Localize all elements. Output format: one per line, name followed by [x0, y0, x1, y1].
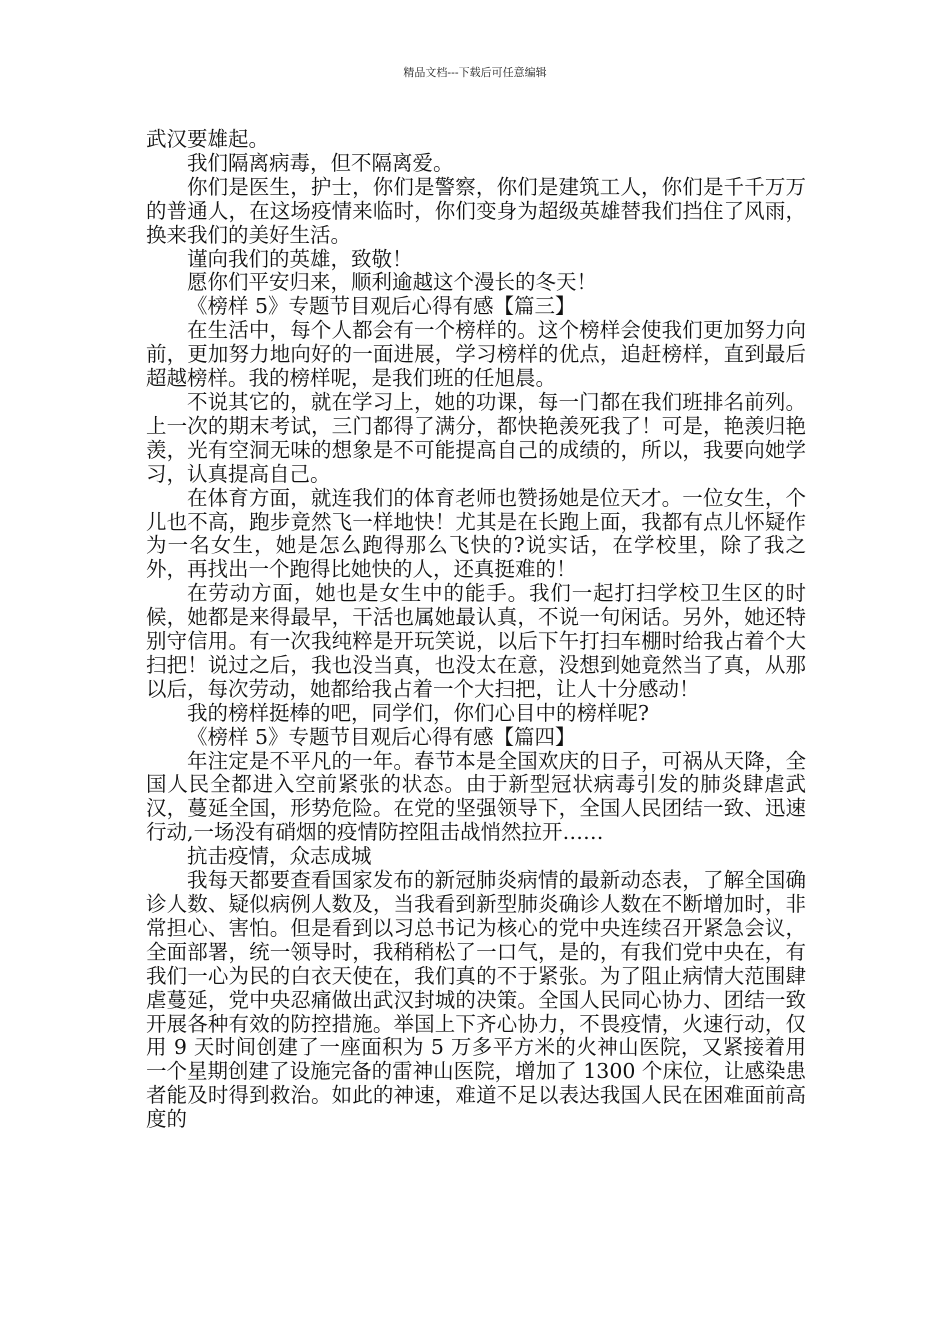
paragraph: 在生活中，每个人都会有一个榜样的。这个榜样会使我们更加努力向前，更加努力地向好的一面进展，学习榜样的优点，追赶榜样，直到最后超越榜样。我的榜样呢，是我们班的任旭晨。 — [146, 318, 806, 391]
paragraph: 谨向我们的英雄，致敬！ — [187, 246, 413, 271]
paragraph: 愿你们平安归来，顺利逾越这个漫长的冬天！ — [187, 270, 597, 295]
paragraph: 我每天都要查看国家发布的新冠肺炎病情的最新动态表，了解全国确诊人数、疑似病例人数及，当我看到新型肺炎确诊人数在不断增加时，非常担心、害怕。但是看到以习总书记为核心的党中央连续召开紧急会议，全面部署，统一领导时，我稍稍松了一口气，是的，有我们党中央在，有我们一心为民的白衣天使在，我们真的不于紧张。为了阻止病情大范围肆虐蔓延，党中央忍痛做出武汉封城的决策。全国人民同心协力、团结一致开展各种有效的防控措施。举国上下齐心协力，不畏疫情，火速行动，仅用 9 天时间创建了一座面积为 5 万多平方米的火神山医院，又紧接着用一个星期创建了设施完备的雷神山医院，增加了 1300 个床位，让感染患者能及时得到救治。如此的神速，难道不足以表达我国人民在困难面前高度的 — [146, 868, 806, 1132]
page-header: 精品文档---下载后可任意编辑 — [403, 66, 547, 79]
paragraph-continuation: 武汉要雄起。 — [146, 127, 269, 151]
paragraph: 我的榜样挺棒的吧，同学们，你们心目中的榜样呢? — [187, 700, 649, 725]
paragraph: 在体育方面，就连我们的体育老师也赞扬她是位天才。一位女生，个儿也不高，跑步竟然飞一样地快！尤其是在长跑上面，我都有点儿怀疑作为一名女生，她是怎么跑得那么飞快的?说实话，在学校里，除了我之外，再找出一个跑得比她快的人，还真挺难的！ — [146, 485, 806, 582]
paragraph: 我们隔离病毒，但不隔离爱。 — [187, 150, 454, 175]
paragraph: 你们是医生，护士，你们是警察，你们是建筑工人，你们是千千万万的普通人，在这场疫情来临时，你们变身为超级英雄替我们挡住了风雨，换来我们的美好生活。 — [146, 174, 806, 247]
section-heading: 《榜样 5》专题节目观后心得有感【篇四】 — [187, 724, 576, 749]
paragraph: 不说其它的，就在学习上，她的功课，每一门都在我们班排名前列。上一次的期末考试，三门都得了满分，都快艳羡死我了！可是，艳羡归艳羡，光有空洞无味的想象是不可能提高自己的成绩的，所以，我要向她学习，认真提高自己。 — [146, 389, 806, 486]
paragraph: 在劳动方面，她也是女生中的能手。我们一起打扫学校卫生区的时候，她都是来得最早，干活也属她最认真，不说一句闲话。另外，她还特别守信用。有一次我纯粹是开玩笑说，以后下午打扫车棚时给我占着个大扫把！说过之后，我也没当真，也没太在意，没想到她竟然当了真，从那以后，每次劳动，她都给我占着一个大扫把，让人十分感动！ — [146, 581, 806, 701]
document-body — [146, 128, 806, 1132]
subheading: 抗击疫情，众志成城 — [187, 844, 372, 869]
section-heading: 《榜样 5》专题节目观后心得有感【篇三】 — [187, 294, 576, 319]
paragraph: 年注定是不平凡的一年。春节本是全国欢庆的日子，可祸从天降，全国人民全都进入空前紧张的状态。由于新型冠状病毒引发的肺炎肆虐武汉，蔓延全国，形势危险。在党的坚强领导下，全国人民团结一致、迅速行动,一场没有硝烟的疫情防控阻击战悄然拉开…… — [146, 748, 806, 845]
